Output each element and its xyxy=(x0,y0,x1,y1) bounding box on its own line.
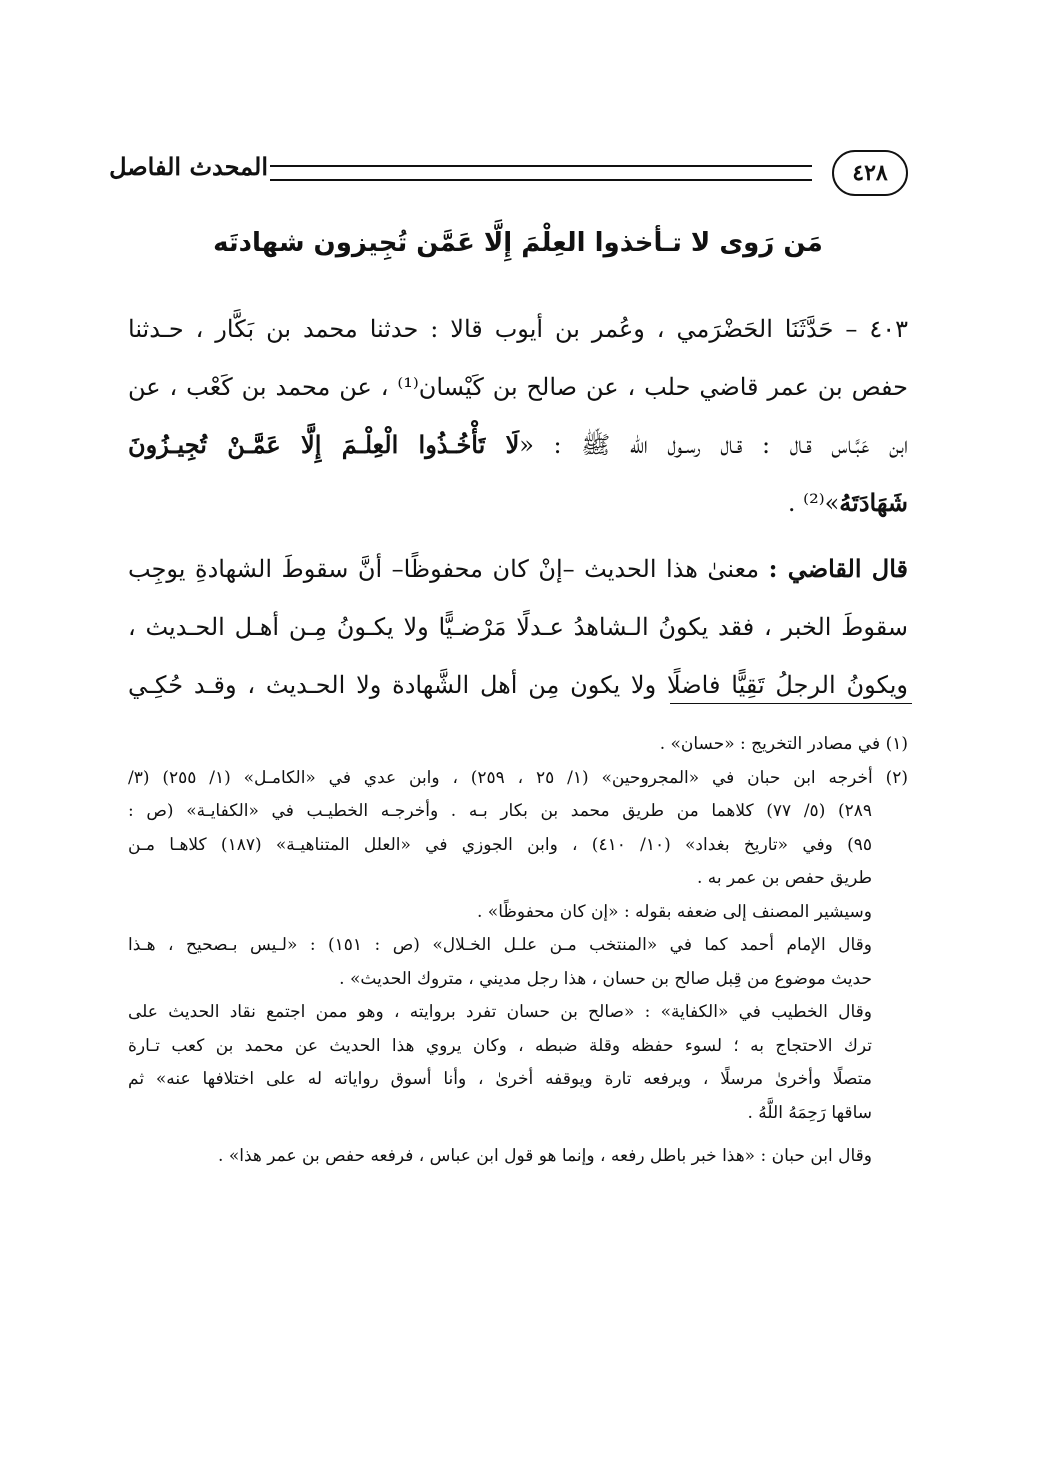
footnote-line: (١) في مصادر التخريج : «حسان» . xyxy=(659,734,908,754)
commentary-line-1-text: معنىٰ هذا الحديث –إنْ كان محفوظًا– أنَّ سقوطَ الشهادةِ يوجِب xyxy=(128,555,760,583)
footnote-line: وقال الخطيب في «الكفاية» : «صالح بن حسان تفرد بروايته ، وهو ممن اجتمع نقاد الحديث على xyxy=(128,1002,872,1022)
book-title: المحدث الفاصل xyxy=(109,152,268,181)
commentary-text xyxy=(128,540,908,714)
commentary-line-1 xyxy=(128,540,908,598)
hadith-intro: ابن عَبَّـاس قـال : قـال رسـول الله ﷺ : « xyxy=(519,431,908,459)
hadith-matn-end: شَهَادَتَهُ xyxy=(839,488,908,517)
header-double-rule xyxy=(270,165,812,181)
commentary-label: قال القاضي : xyxy=(768,554,908,583)
footnote-line: (٢) أخرجه ابن حبان في «المجروحين» (١/ ٢٥ ، ٢٥٩) ، وابن عدي في «الكامـل» (١/ ٢٥٥) (٣/ xyxy=(128,767,908,788)
footnote-separator xyxy=(670,703,912,704)
footnotes xyxy=(128,728,908,1174)
footnote-line: وقال الإمام أحمد كما في «المنتخب مـن علـل الخـلال» (ص : ١٥١) : «لـيس بـصحيح ، هـذا xyxy=(128,935,873,955)
hadith-line-4 xyxy=(128,474,908,532)
commentary-line-2: سقوطَ الخبر ، فقد يكونُ الـشاهدُ عـدلًا مَرْضـيًّا ولا يكـونُ مِـن أهـل الحـديث ، xyxy=(128,613,908,641)
hadith-text xyxy=(128,300,908,532)
commentary-line-3: ويكونُ الرجلُ تَقِيًّا فاضلًا ولا يكون مِن أهل الشَّهادة ولا الحـديث ، وقـد حُكِـي xyxy=(128,671,908,699)
footnote-line: وقال ابن حبان : «هذا خبر باطل رفعه ، وإنما هو قول ابن عباس ، فرفعه حفص بن عمر هذا» . xyxy=(218,1146,872,1166)
footnote-line: متصلًا وأخرىٰ مرسلًا ، ويرفعه تارة ويوقفه أخرىٰ ، وأنا أسوق رواياته له على اختلافها عنه» ثم xyxy=(128,1069,872,1089)
footnote-line: ٩٥) وفي «تاريخ بغداد» (١٠/ ٤١٠) ، وابن الجوزي في «العلل المتناهيـة» (١٨٧) كلاهـا مـن xyxy=(128,834,872,855)
footnote-line: حديث موضوع من قِبل صالح بن حسان ، هذا رجل مديني ، متروك الحديث» . xyxy=(339,968,872,989)
hadith-line-2: حفص بن عمر قاضي حلب ، عن صالح بن كَيْسان⁽¹⁾ ، عن محمد بن كَعْب ، عن xyxy=(128,373,908,401)
footnote-line: ترك الاحتجاج به ؛ لسوء حفظه وقلة ضبطه ، وكان يروي هذا الحديث عن محمد بن كعب تـارة xyxy=(128,1035,872,1056)
page-number: ٤٢٨ xyxy=(832,150,908,196)
hadith-matn: لَا تَأْخُـذُوا الْعِلْـمَ إِلَّا عَمَّـنْ تُجِيـزُونَ xyxy=(128,430,520,459)
hadith-line-3 xyxy=(128,416,908,474)
footnote-line: وسيشير المصنف إلى ضعفه بقوله : «إن كان محفوظًا» . xyxy=(477,901,872,922)
chapter-title: مَن رَوى لا تـأخذوا العِلْمَ إِلَّا عَمَّن تُجِيزون شهادتَه xyxy=(213,228,823,258)
footnote-line: طريق حفص بن عمر به . xyxy=(696,868,872,888)
page-header xyxy=(109,150,908,206)
footnote-line: ٢٨٩) (٥/ ٧٧) كلاهما من طريق محمد بن بكار بـه . وأخرجـه الخطيـب في «الكفايـة» (ص : xyxy=(128,801,873,821)
footnote-line: ساقها رَحِمَهُ اللَّهُ . xyxy=(747,1102,872,1123)
hadith-line-1: ٤٠٣ – حَدَّثَنَا الحَضْرَمي ، وعُمر بن أيوب قالا : حدثنا محمد بن بَكَّار ، حـدثنا xyxy=(128,315,908,343)
hadith-closing: »⁽²⁾ . xyxy=(787,489,840,517)
